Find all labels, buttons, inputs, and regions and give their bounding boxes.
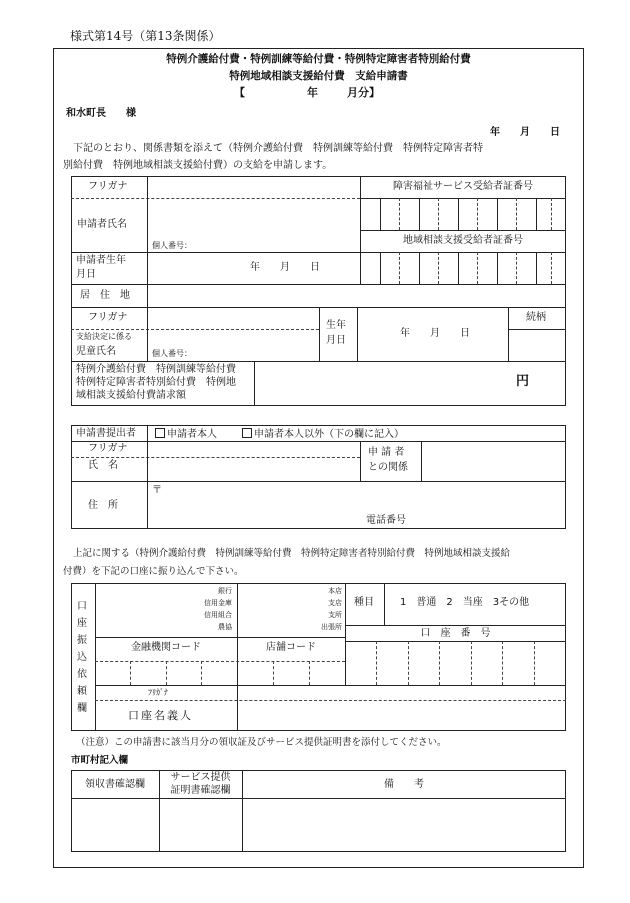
transfer-line1: 上記に関する（特例介護給付費 特例訓練等給付費 特例特定障害者特別給付費 特例地域相談支援給 bbox=[73, 548, 511, 559]
intro-line2: 別給付費 特例地域相談支援給付費）の支給を申請します。 bbox=[63, 160, 333, 171]
account-holder-label: 口座名義人 bbox=[128, 709, 193, 722]
child-personal-no-label: 個人番号： bbox=[152, 349, 192, 358]
remarks-label: 備 考 bbox=[384, 779, 424, 790]
child-furigana-label: フリガナ bbox=[88, 312, 128, 323]
child-birth-label1: 生年 bbox=[326, 320, 346, 331]
bank-side-char-3: 振 bbox=[77, 635, 87, 646]
account-number-label: 口 座 番 号 bbox=[420, 628, 491, 639]
inst-type-shinkumi: 信用組合 bbox=[204, 611, 232, 619]
form-number: 様式第14号（第13条関係） bbox=[70, 29, 221, 43]
phone-label: 電話番号 bbox=[366, 515, 406, 526]
account-kind-label: 種目 bbox=[354, 597, 374, 608]
inst-type-shinkin: 信用金庫 bbox=[204, 599, 232, 607]
inst-type-nokyo: 農協 bbox=[218, 623, 232, 631]
period-month: 月分】 bbox=[347, 86, 380, 99]
application-date: 年 月 日 bbox=[490, 127, 560, 138]
bank-side-char-4: 込 bbox=[77, 652, 87, 663]
service-cert-label1: サービス提供 bbox=[170, 772, 231, 783]
intro-line1: 下記のとおり、関係書類を添えて（特例介護給付費 特例訓練等給付費 特例特定障害者特 bbox=[73, 143, 483, 154]
attachment-note: （注意）この申請書に該当月分の領収証及びサービス提供証明書を添付してください。 bbox=[76, 737, 447, 748]
holder-furigana-label: ﾌﾘｶﾞﾅ bbox=[148, 688, 168, 697]
applicant-birth-label1: 申請者生年 bbox=[76, 255, 126, 266]
child-label-line2: 児童氏名 bbox=[76, 346, 116, 357]
branch-type-branch: 支店 bbox=[328, 599, 342, 607]
submitter-relation-line2: との関係 bbox=[368, 462, 408, 473]
submitter-label: 申請書提出者 bbox=[76, 428, 136, 439]
community-cert-label: 地域相談支援受給者証番号 bbox=[403, 235, 523, 246]
receipt-check-label: 領収書確認欄 bbox=[85, 779, 145, 790]
claim-label-line3: 域相談支援給付費請求額 bbox=[76, 390, 186, 401]
bank-side-char-2: 座 bbox=[77, 618, 87, 629]
submitter-relation-line1: 申 請 者 bbox=[368, 447, 405, 458]
inst-type-bank: 銀行 bbox=[218, 587, 232, 595]
branch-code-label: 店舗コード bbox=[266, 642, 316, 653]
form-title-line1: 特例介護給付費・特例訓練等給付費・特例特定障害者特別給付費 bbox=[166, 53, 471, 65]
applicant-furigana-label: フリガナ bbox=[88, 181, 128, 192]
checkbox-other[interactable] bbox=[242, 428, 252, 438]
residence-label: 居 住 地 bbox=[80, 290, 130, 301]
addressee: 和水町長 様 bbox=[66, 108, 136, 119]
bank-side-char-6: 頼 bbox=[77, 686, 87, 697]
bank-side-char-5: 依 bbox=[77, 669, 87, 680]
submitter-furigana-label: フリガナ bbox=[88, 443, 128, 454]
bank-side-char-1: 口 bbox=[77, 601, 87, 612]
institution-code-label: 金融機関コード bbox=[131, 642, 201, 653]
applicant-birth-label2: 月日 bbox=[76, 269, 96, 280]
submitter-name-label: 氏 名 bbox=[88, 460, 118, 471]
relation-label: 続柄 bbox=[526, 312, 546, 323]
applicant-personal-no-label: 個人番号： bbox=[152, 241, 192, 250]
branch-type-agency: 出張所 bbox=[321, 623, 342, 631]
yen-unit: 円 bbox=[516, 374, 530, 389]
period-open: 【 bbox=[234, 86, 245, 99]
claim-label-line2: 特例特定障害者特別給付費 特例地 bbox=[76, 377, 236, 388]
submitter-address-label: 住 所 bbox=[88, 500, 118, 511]
disability-cert-label: 障害福祉サービス受給者証番号 bbox=[393, 181, 533, 192]
municipal-section-title: 市町村記入欄 bbox=[71, 755, 129, 766]
branch-type-office: 支所 bbox=[328, 611, 342, 619]
child-label-line1: 支給決定に係る bbox=[76, 332, 132, 341]
period-year: 年 bbox=[307, 86, 318, 99]
option-self-text: 申請者本人 bbox=[167, 429, 217, 440]
service-cert-label2: 証明書確認欄 bbox=[170, 785, 231, 796]
account-kinds: 1 普通 2 当座 3その他 bbox=[400, 597, 530, 608]
form-title-line2: 特例地域相談支援給付費 支給申請書 bbox=[229, 70, 408, 82]
child-birth-label2: 月日 bbox=[326, 335, 346, 346]
bank-side-char-7: 欄 bbox=[77, 703, 87, 714]
claim-label-line1: 特例介護給付費 特例訓練等給付費 bbox=[76, 364, 236, 375]
child-birth-ymd: 年 月 日 bbox=[400, 328, 470, 339]
applicant-name-label: 申請者氏名 bbox=[77, 219, 127, 230]
submitter-option-other[interactable] bbox=[242, 428, 404, 441]
submitter-option-self[interactable] bbox=[155, 428, 217, 441]
option-other-text: 申請者本人以外（下の欄に記入） bbox=[254, 429, 404, 440]
transfer-line2: 付費）を下記の口座に振り込んで下さい。 bbox=[63, 566, 244, 577]
checkbox-self[interactable] bbox=[155, 428, 165, 438]
postal-mark: 〒 bbox=[152, 485, 162, 496]
applicant-birth-ymd: 年 月 日 bbox=[250, 262, 320, 273]
branch-type-main: 本店 bbox=[328, 587, 342, 595]
